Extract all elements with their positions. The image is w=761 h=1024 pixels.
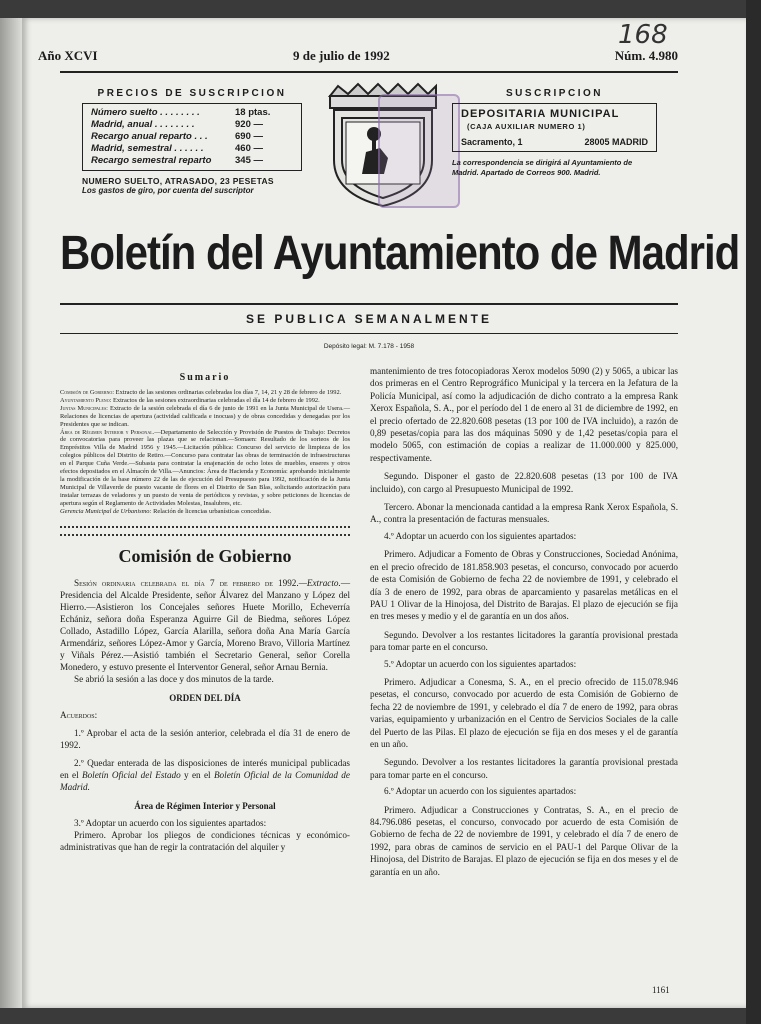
summary-text: Extractos de las sesiones extraordinarias celebradas el día 14 de febrero de 1992. — [111, 396, 320, 404]
tagline-rule — [60, 333, 678, 334]
price-value: 460 — — [235, 143, 263, 154]
price-table — [82, 103, 302, 171]
agenda-item-1: 1.º Aprobar el acta de la sesión anterior, celebrada el día 31 de enero de 1992. — [60, 727, 350, 750]
office-box — [452, 103, 657, 152]
agreements-label — [60, 709, 350, 721]
area-heading: Área de Régimen Interior y Personal — [134, 800, 276, 811]
subscription-office — [452, 88, 657, 178]
session-lead: Sesión ordinaria celebrada el día 7 de febrero de 1992. — [74, 577, 299, 588]
summary-title: Sumario — [179, 372, 231, 383]
office-subtitle: (CAJA AUXILIAR NUMERO 1) — [467, 122, 586, 131]
summary-lead: Ayuntamiento Pleno: — [60, 396, 112, 404]
agenda-item-4: 4.º Adoptar un acuerdo con los siguientes apartados: — [384, 530, 577, 541]
agenda-item-6: 6.º Adoptar un acuerdo con los siguientes apartados: — [384, 786, 577, 797]
price-label: Madrid, semestral . . . . . . — [91, 143, 204, 154]
paragraph: Primero. Adjudicar a Construcciones y Contratas, S. A., en el precio de 84.796.086 pesetas, el concurso, convocado por acuerdo de esta Comisión de Gobierno de fecha de 22 de noviembre de 1991, y celebrado el día 7 de enero de 1992, para obras de caminos de servicio en el PAU-1 del Parque Olivar de la Hinojosa, del Distrito de Barajas. El plazo de ejecución se fija en dos meses y el de garantía en un año. — [370, 804, 678, 877]
summary-item — [60, 397, 350, 405]
subscription-prices — [82, 88, 302, 195]
summary-lead: Comisión de Gobierno: — [60, 389, 115, 396]
price-row — [91, 155, 293, 167]
correspondence-note: La correspondencia se dirigirá al Ayuntamiento de Madrid. Apartado de Correos 900. Madrid. — [452, 158, 633, 177]
price-row — [91, 119, 293, 131]
archive-stamp-icon — [378, 94, 460, 208]
session-paragraph — [60, 577, 350, 673]
price-value: 18 ptas. — [235, 107, 271, 118]
summary-lead: Área de Régimen Interior y Personal. — [60, 428, 155, 436]
tagline: SE PUBLICA SEMANALMENTE — [246, 312, 492, 326]
price-label: Número suelto . . . . . . . . — [91, 107, 200, 118]
masthead-title: Boletín del Ayuntamiento de Madrid — [60, 225, 740, 280]
item2-text: 2.º Quedar enterada de las disposiciones de interés municipal publicadas en el — [60, 757, 350, 780]
paragraph: Primero. Adjudicar a Conesma, S. A., en el precio ofrecido de 115.078.946 pesetas, el concurso, convocado por acuerdo de esta Comisión de Gobierno de fecha 22 de noviembre de 1991, y celebrado el día 7 de enero de 1992, para obras varias, equipamiento y urbanización en el Centro de Servicios Sociales de la calle del Puerto de las Pilas. El plazo de ejecución se fija en dos meses y el de garantía en un año. — [370, 676, 678, 749]
price-row — [91, 143, 293, 155]
item3-primero: Primero. Aprobar los pliegos de condiciones técnicas y económico-administrativas que han de regir la contratación del alquiler y — [60, 829, 350, 852]
paragraph: Segundo. Devolver a los restantes licitadores la garantía provisional prestada para tomar parte en el concurso. — [370, 629, 678, 653]
back-issue-note: NUMERO SUELTO, ATRASADO, 23 PESETAS — [82, 176, 274, 186]
summary-text: Extracto de la sesión celebrada el día 6 de junio de 1991 en la Junta Municipal de Usera.—Relaciones de licencias de apertura (actividad calificada e inocuas) y de obras concedidas y denegadas por los Presidentes que se indican. — [60, 404, 350, 428]
issue-number: Núm. 4.980 — [614, 48, 678, 63]
agenda-item-2 — [60, 757, 350, 793]
item2-join: y en el — [180, 769, 214, 780]
legal-deposit: Depósito legal: M. 7.178 - 1958 — [323, 343, 415, 350]
office-heading: SUSCRIPCION — [506, 88, 603, 99]
issue-year: Año XCVI — [38, 48, 98, 63]
right-column — [370, 365, 678, 878]
paragraph: mantenimiento de tres fotocopiadoras Xerox modelos 5090 (2) y 5065, a ubicar las dos primeras en el Centro Reprográfico Municipal y la tercera en la Jefatura de la Policía Municipal, así como la adjudicación de dicho contrato a la empresa Rank Xerox Española, S. A., por el período del 1 de enero al 31 de diciembre de 1992, en el precio ofertado de 22.820.608 pesetas (13 por 100 de IVA incluido), a razón de 0,89 pesetas/copia para las dos máquinas 5090 y de 1,42 pesetas/copia para el modelo 5065, con estimación de copias a realizar de 11.000.000 y 825.000, respectivamente. — [370, 366, 678, 463]
summary-text: —Departamento de Selección y Provisión de Puestos de Trabajo: Decretos de convocatorias para proveer las plazas que se relacionan.—Somaen: Resultado de los sorteos de los Empréstitos Villa de Madrid 1956 y 1945.—Licitación pública: Concurso del servicio de limpieza de los colegios públicos del Distrito de Retiro.—Concurso para contratar las obras de terminación de infraestructuras en el Parque Cuña Verde.—Subasta para contratar la enajenación de ocho lotes de muebles, enseres y otros efectos depositados en el Almacén de Villa.—Anuncios: Área de Hacienda y Economía: aprobando inicialmente la modificación de la base número 22 de las de ejecución del Presupuesto para 1992, notificación de la Junta Municipal de Villaverde de puesto vacante de flores en el Distrito de San Blas, solicitando autorización para instalar terrazas de veladores y un puesto de venta de periódicos y revistas, y sobre peticiones de licencias de apertura según el Reglamento de Actividades Molestas, Insalubres, etc. — [60, 428, 350, 507]
issue-header — [38, 48, 678, 70]
summary-text: Extracto de las sesiones ordinarias celebradas los días 7, 14, 21 y 28 de febrero de 1992. — [114, 389, 342, 396]
prices-heading: PRECIOS DE SUSCRIPCION — [97, 88, 287, 99]
summary-lead: Gerencia Municipal de Urbanismo: — [60, 507, 152, 515]
scan-border — [746, 0, 761, 1024]
price-value: 920 — — [235, 119, 263, 130]
office-title: DEPOSITARIA MUNICIPAL — [461, 108, 620, 120]
section-divider — [60, 526, 350, 536]
summary-lead: Juntas Municipales: — [60, 404, 108, 412]
price-value: 690 — — [235, 131, 263, 142]
agenda-item-3: 3.º Adoptar un acuerdo con los siguientes apartados: — [74, 817, 267, 828]
header-rule — [60, 71, 678, 73]
office-address — [461, 137, 648, 147]
session-text: —Presidencia del Alcalde Presidente, señor Álvarez del Manzano y López del Hierro.—Asistieron los Concejales señores Huete Morillo, Echeverría Echániz, señora doña Esperanza Aguirre Gil de Biedma, señores López Collado, Astadillo López, García Alarilla, señora doña Ana María García Armendáriz, señores López-Amor y García, Moreno Bravo, Villoria Martínez y Viñals Pérez.—Asistió también el Secretario General, señor Corella Monedero, y estuvo presente el Interventor General, señor Arnau Bernia. — [60, 577, 350, 672]
price-label: Recargo anual reparto . . . — [91, 131, 208, 142]
item2-boe: Boletín Oficial del Estado — [81, 769, 181, 780]
summary-item — [60, 508, 350, 516]
item2-bocm: Boletín Oficial de la Comunidad de Madrid. — [60, 769, 350, 792]
summary-item — [60, 389, 350, 397]
paragraph: Tercero. Abonar la mencionada cantidad a la empresa Rank Xerox Española, S. A., contra la presentación de facturas mensuales. — [370, 502, 678, 525]
summary-item — [60, 405, 350, 429]
agenda-heading: ORDEN DEL DÍA — [169, 692, 241, 703]
paragraph: Primero. Adjudicar a Fomento de Obras y Construcciones, Sociedad Anónima, en el precio ofrecido de 181.858.903 pesetas, el concurso, convocado por acuerdo de esta Comisión de Gobierno de fecha 22 de noviembre de 1991, y celebrado el día 3 de enero de 1992, para obras de aparcamiento y pasarelas metálicas en el PAU 1 Olivar de la Hinojosa, del Distrito de Barajas. El plazo de ejecución se fija en tres meses y medio y el de garantía en un dos años. — [370, 549, 678, 622]
agenda-item-5: 5.º Adoptar un acuerdo con los siguientes apartados: — [384, 658, 577, 669]
page-number: 1161 — [652, 985, 670, 995]
price-label: Madrid, anual . . . . . . . . — [91, 119, 195, 130]
postage-note: Los gastos de giro, por cuenta del suscriptor — [82, 186, 254, 195]
issue-date: 9 de julio de 1992 — [293, 48, 390, 63]
price-label: Recargo semestral reparto — [91, 155, 212, 166]
session-label: —Extracto. — [298, 577, 341, 588]
agreements-text: Acuerdos: — [60, 709, 98, 720]
office-street: Sacramento, 1 — [461, 137, 523, 147]
handwritten-mark: 168 — [618, 20, 668, 50]
price-value: 345 — — [235, 155, 263, 166]
price-row — [91, 131, 293, 143]
section-title: Comisión de Gobierno — [118, 545, 292, 566]
masthead-rule — [60, 303, 678, 305]
paragraph: Segundo. Devolver a los restantes licitadores la garantía provisional prestada para tomar parte en el concurso. — [370, 757, 678, 780]
office-city: 28005 MADRID — [584, 137, 648, 147]
paragraph: Segundo. Disponer el gasto de 22.820.608 pesetas (13 por 100 de IVA incluido), con cargo al Presupuesto Municipal de 1992. — [370, 471, 678, 494]
page-binding-edge — [0, 18, 22, 1008]
left-column — [60, 372, 350, 853]
summary-text: Relación de licencias urbanísticas concedidas. — [151, 507, 272, 515]
opening-paragraph: Se abrió la sesión a las doce y dos minutos de la tarde. — [74, 673, 274, 684]
summary-item — [60, 429, 350, 508]
price-row — [91, 107, 293, 119]
